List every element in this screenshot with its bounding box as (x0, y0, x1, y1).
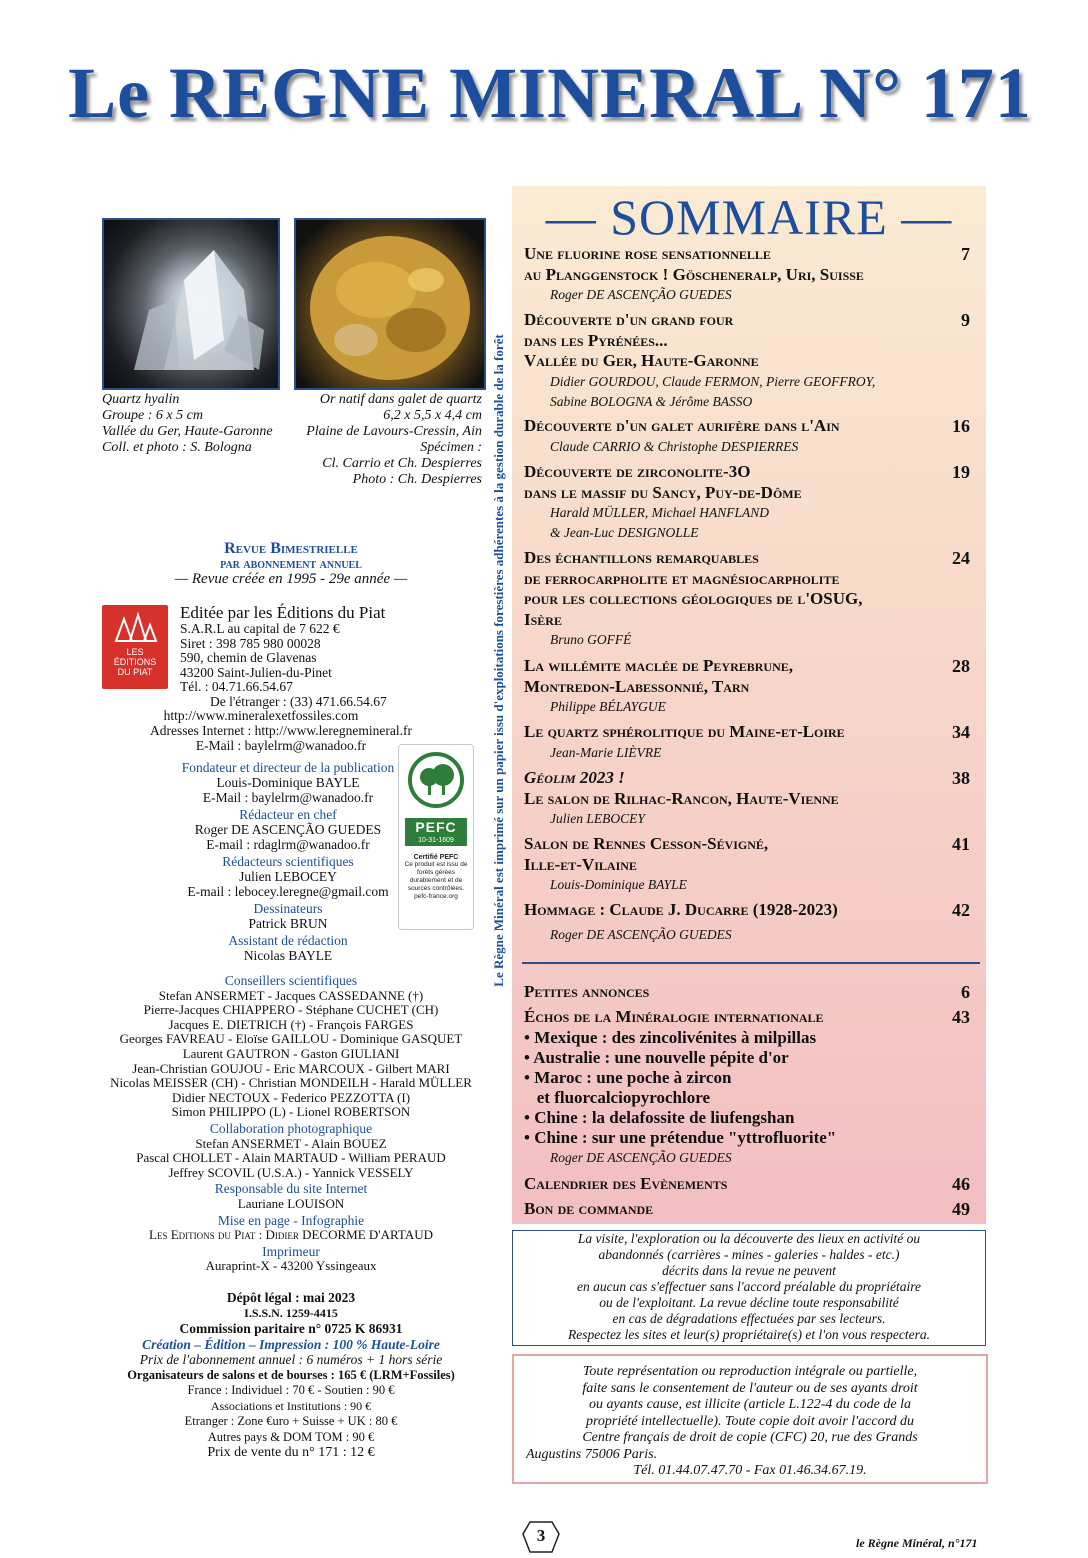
masthead-title: Le REGNE MINERAL N° 171 (68, 53, 1032, 133)
logo-text: ÉDITIONS (113, 657, 157, 667)
toc-entry[interactable] (524, 462, 970, 543)
staff-role: Conseillers scientifiques (224, 973, 358, 988)
page-number-badge (522, 1520, 560, 1554)
toc-title: Une fluorine rose sensationnelle (524, 244, 771, 263)
notice-line: ou ayants cause, est illicite (article L.122-4 du code de la (589, 1397, 911, 1412)
toc-author: Roger DE ASCENÇÃO GUEDES (550, 287, 732, 302)
staff-line: Patrick BRUN (248, 916, 328, 931)
staff-line: Jacques E. DIETRICH (†) - François FARGES (168, 1016, 414, 1032)
toc-page: 49 (952, 1199, 970, 1219)
toc-title: dans les Pyrénées... (524, 330, 668, 350)
toc-page: 43 (952, 1007, 970, 1027)
abonnement-line: Organisateurs de salons et de bourses : 165 € (LRM+Fossiles) (127, 1367, 455, 1382)
quartz-photo (102, 218, 280, 390)
website-link[interactable]: Adresses Internet : http://www.leregnemineral.fr (150, 723, 412, 738)
staff-line: Nicolas BAYLE (243, 948, 333, 963)
revue-line-3: — Revue créée en 1995 - 29e année — (174, 571, 408, 587)
staff-line: Nicolas MEISSER (CH) - Christian MONDEILH - Harald MÜLLER (110, 1075, 472, 1091)
toc-title: pour les collections géologiques de l'OSUG, (524, 589, 863, 608)
toc-title: Découverte de zirconolite-3O (524, 462, 751, 481)
staff-block-bottom (96, 972, 486, 1274)
caption-line: Photo : Ch. Despierres (352, 472, 482, 487)
prix-vente: Prix de vente du n° 171 : 12 € (207, 1445, 375, 1460)
staff-line: Stefan ANSERMET - Jacques CASSEDANNE (†) (158, 987, 424, 1003)
echos-bullet: • Mexique : des zincolivénites à milpillas (524, 1027, 817, 1047)
gold-nugget-photo (294, 218, 486, 390)
footer-text: le Règne Minéral, n°171 (856, 1536, 978, 1550)
page-number: 3 (536, 1526, 546, 1545)
publisher-line: De l'étranger : (33) 471.66.54.67 (210, 693, 387, 709)
sommaire-title: — SOMMAIRE — (545, 189, 953, 245)
staff-role: Assistant de rédaction (228, 933, 348, 948)
toc-title: Le salon de Rilhac-Rancon, Haute-Vienne (524, 788, 839, 808)
publisher-line: S.A.R.L au capital de 7 622 € (180, 621, 340, 636)
publisher-line: 590, chemin de Glavenas (180, 650, 317, 665)
notice-line: Augustins 75006 Paris. (526, 1446, 658, 1462)
toc-entry-echos[interactable] (524, 1007, 970, 1168)
toc-entry[interactable] (524, 722, 970, 763)
toc-page: 34 (952, 722, 970, 742)
caption-line: 6,2 x 5,5 x 4,4 cm (383, 408, 482, 423)
staff-role: Mise en page - Infographie (217, 1212, 365, 1228)
toc-title: au Planggenstock ! Göscheneralp, Uri, Suisse (524, 264, 864, 284)
depot-legal: Dépôt légal : mai 2023 (226, 1290, 356, 1305)
toc-entry[interactable] (524, 834, 970, 895)
toc-page: 9 (961, 310, 970, 330)
publisher-block (180, 603, 480, 709)
toc-author: Sabine BOLOGNA & Jérôme BASSO (550, 393, 753, 409)
toc-page: 7 (961, 244, 970, 264)
toc-page: 46 (952, 1174, 970, 1194)
toc-entry[interactable] (524, 982, 970, 1003)
toc-page: 28 (952, 656, 970, 676)
toc-page: 38 (952, 768, 970, 788)
staff-line: Julien LEBOCEY (239, 869, 337, 884)
caption-line: Or natif dans galet de quartz (319, 392, 482, 407)
right-photo-caption (288, 392, 482, 488)
pefc-text: Ce produit est issu de forêts gérées durablement et de sources contrôlées. (404, 861, 468, 892)
toc-page: 42 (952, 900, 970, 920)
toc-page: 24 (952, 548, 970, 568)
staff-line: Pierre-Jacques CHIAPPERO - Stéphane CUCHET (CH) (143, 1002, 439, 1018)
notice-line: propriété intellectuelle). Toute copie doit avoir l'accord du (585, 1413, 915, 1429)
caption-line: Coll. et photo : S. Bologna (102, 440, 252, 455)
toc-author: Claude CARRIO & Christophe DESPIERRES (550, 438, 799, 454)
staff-role: Imprimeur (262, 1243, 320, 1259)
staff-line: Auraprint-X - 43200 Yssingeaux (205, 1258, 377, 1274)
toc-page: 16 (952, 416, 970, 436)
notice-line: Tél. 01.44.07.47.70 - Fax 01.46.34.67.19. (633, 1463, 867, 1478)
notice-line: en cas de dégradations effectuées par ses lecteurs. (612, 1311, 886, 1326)
staff-line: Louis-Dominique BAYLE (216, 775, 360, 790)
staff-role: Dessinateurs (253, 901, 323, 916)
notice-line: décrits dans la revue ne peuvent (662, 1263, 836, 1278)
notice-line: Centre français de droit de copie (CFC) 20, rue des Grands (582, 1430, 918, 1445)
vertical-text: Le Règne Minéral est imprimé sur un papier issu d'exploitations forestières adhérentes à la gestion durable de la forêt (491, 334, 506, 987)
email-link[interactable]: E-Mail : baylelrm@wanadoo.fr (195, 738, 367, 753)
staff-role: Responsable du site Internet (214, 1181, 368, 1197)
toc-title: Découverte d'un grand four (524, 310, 734, 329)
echos-bullet: • Australie : une nouvelle pépite d'or (524, 1047, 789, 1067)
caption-line: Groupe : 6 x 5 cm (102, 408, 203, 423)
toc-title: La willémite maclée de Peyrebrune, (524, 656, 794, 675)
toc-title: Bon de commande (524, 1199, 654, 1218)
creation-line: Création – Édition – Impression : 100 % Haute-Loire (142, 1336, 440, 1352)
toc-entry[interactable] (524, 244, 970, 305)
abonnement-line: Etranger : Zone €uro + Suisse + UK : 80 € (184, 1414, 398, 1428)
staff-line: Stefan ANSERMET - Alain BOUEZ (195, 1135, 387, 1151)
staff-line: Georges FAVREAU - Eloïse GAILLOU - Dominique GASQUET (119, 1031, 463, 1047)
staff-line: E-Mail : baylelrm@wanadoo.fr (202, 790, 374, 805)
pefc-tree-icon (407, 751, 465, 809)
toc-title: Isère (524, 609, 562, 629)
toc-author: Louis-Dominique BAYLE (550, 877, 687, 892)
toc-author: Roger DE ASCENÇÃO GUEDES (550, 1149, 732, 1165)
staff-role: Rédacteur en chef (239, 807, 337, 822)
notice-line: abandonnés (carrières - mines - galeries - haldes - etc.) (598, 1247, 900, 1262)
staff-line: Laurent GAUTRON - Gaston GIULIANI (182, 1045, 400, 1061)
toc-page: 19 (952, 462, 970, 482)
toc-title: Des échantillons remarquables (524, 548, 759, 567)
revue-line-1: Revue Bimestrielle (224, 540, 358, 557)
toc-title: Calendrier des Evènements (524, 1174, 728, 1193)
toc-title: Ille-et-Vilaine (524, 854, 637, 874)
caption-line: Spécimen : (420, 440, 482, 455)
notice-line: faite sans le consentement de l'auteur ou de ses ayants droit (582, 1380, 918, 1396)
staff-role: Collaboration photographique (209, 1120, 373, 1136)
toc-title: de ferrocarpholite et magnésiocarpholite (524, 568, 840, 588)
toc-title: Petites annonces (524, 982, 650, 1001)
toc-author: Roger DE ASCENÇÃO GUEDES (550, 926, 732, 942)
toc-entry[interactable] (524, 768, 970, 829)
toc-entry[interactable] (524, 1174, 970, 1195)
commission-paritaire: Commission paritaire n° 0725 K 86931 (179, 1321, 403, 1336)
toc-entry[interactable] (524, 1199, 970, 1220)
echos-bullet: • Chine : la delafossite de liufengshan (524, 1107, 795, 1127)
caption-line: Quartz hyalin (102, 392, 180, 407)
revue-line-2: par abonnement annuel (220, 557, 362, 572)
staff-line: Jeffrey SCOVIL (U.S.A.) - Yannick VESSELY (168, 1164, 414, 1180)
toc-author: Bruno GOFFÉ (550, 632, 632, 647)
toc-page: 41 (952, 834, 970, 854)
vertical-paper-notice (486, 288, 512, 1033)
toc-title: Montredon-Labessonnié, Tarn (524, 676, 750, 696)
staff-line: Simon PHILIPPO (L) - Lionel ROBERTSON (171, 1104, 411, 1120)
toc-author: Philippe BÉLAYGUE (550, 699, 666, 714)
access-notice (512, 1230, 986, 1346)
caption-line: Vallée du Ger, Haute-Garonne (102, 424, 273, 439)
caption-line: Plaine de Lavours-Cressin, Ain (306, 424, 482, 439)
pefc-number: 10-31-1609 (405, 836, 467, 846)
staff-block-top (140, 758, 436, 963)
staff-role: Rédacteurs scientifiques (222, 854, 354, 869)
notice-line: Toute représentation ou reproduction intégrale ou partielle, (582, 1364, 918, 1379)
caption-line: Cl. Carrio et Ch. Despierres (322, 456, 482, 471)
staff-line: E-mail : lebocey.leregne@gmail.com (187, 884, 389, 899)
publisher-title: Editée par les Éditions du Piat (180, 603, 386, 622)
logo-text: LES (126, 647, 144, 657)
abonnement-line: Prix de l'abonnement annuel : 6 numéros + 1 hors série (139, 1352, 443, 1367)
echos-bullet: et fluorcalciopyrochlore (524, 1087, 711, 1107)
toc-title: Découverte d'un galet aurifère dans l'Ain (524, 416, 840, 435)
pefc-site: pefc-france.org (414, 893, 458, 900)
toc-title: Échos de la Minéralogie internationale (524, 1007, 824, 1026)
notice-line: ou de l'exploitant. La revue décline toute responsabilité (599, 1295, 899, 1310)
abonnement-line: France : Individuel : 70 € - Soutien : 90 € (187, 1383, 395, 1397)
editions-du-piat-logo (102, 605, 168, 689)
publisher-line: Tél. : 04.71.66.54.67 (180, 679, 293, 694)
toc-entry[interactable] (524, 416, 970, 457)
staff-line: Didier NECTOUX - Federico PEZZOTTA (I) (171, 1089, 411, 1105)
echos-bullet: • Maroc : une poche à zircon (524, 1067, 732, 1087)
pefc-badge (398, 744, 474, 930)
staff-role: Fondateur et directeur de la publication (181, 760, 395, 775)
toc-author: Jean-Marie LIÈVRE (550, 744, 662, 760)
staff-line: Lauriane LOUISON (237, 1195, 345, 1211)
pefc-certified: Certifié PEFC (413, 854, 459, 861)
toc-author: Harald MÜLLER, Michael HANFLAND (550, 505, 769, 520)
left-photo-caption (102, 392, 292, 456)
logo-crystal-icon (110, 611, 160, 645)
toc-title: Le quartz sphérolitique du Maine-et-Loire (524, 722, 845, 741)
website-link[interactable]: http://www.mineralexetfossiles.com (163, 708, 359, 723)
staff-line: Jean-Christian GOUJOU - Eric MARCOUX - Gilbert MARI (132, 1060, 450, 1076)
staff-line: Pascal CHOLLET - Alain MARTAUD - William PERAUD (136, 1150, 446, 1166)
credits-column (96, 540, 486, 587)
toc-author: Julien LEBOCEY (550, 811, 645, 826)
sommaire-divider (522, 962, 980, 964)
toc-entry[interactable] (524, 310, 970, 412)
toc-author: Didier GOURDOU, Claude FERMON, Pierre GEOFFROY, (550, 373, 876, 389)
staff-line: E-mail : rdaglrm@wanadoo.fr (206, 837, 370, 852)
toc-entry[interactable] (524, 548, 970, 650)
toc-title: Hommage : Claude J. Ducarre (1928-2023) (524, 900, 838, 919)
toc-title: Salon de Rennes Cesson-Sévigné, (524, 834, 769, 853)
toc-entry[interactable] (524, 656, 970, 717)
publisher-line: 43200 Saint-Julien-du-Pinet (180, 664, 332, 680)
pefc-name: PEFC (405, 818, 467, 836)
notice-line: La visite, l'exploration ou la découverte des lieux en activité ou (577, 1231, 921, 1246)
issn: I.S.S.N. 1259-4415 (244, 1305, 338, 1320)
logo-text: DU PIAT (117, 667, 153, 677)
publisher-line: Siret : 398 785 980 00028 (180, 635, 321, 651)
toc-author: & Jean-Luc DESIGNOLLE (550, 525, 699, 540)
toc-title: dans le massif du Sancy, Puy-de-Dôme (524, 482, 802, 502)
notice-line: Respectez les sites et leur(s) propriétaire(s) et l'on vous respectera. (567, 1327, 931, 1342)
copyright-notice (512, 1354, 988, 1484)
staff-line: Les Editions du Piat : Didier DECORME D'ARTAUD (149, 1227, 433, 1243)
abonnement-line: Associations et Institutions : 90 € (210, 1398, 372, 1413)
staff-line: Roger DE ASCENÇÃO GUEDES (194, 822, 382, 837)
toc-title: Géolim 2023 ! (524, 768, 625, 787)
notice-line: en aucun cas s'effectuer sans l'accord préalable du propriétaire (577, 1279, 921, 1294)
abonnement-line: Autres pays & DOM TOM : 90 € (207, 1429, 375, 1444)
echos-bullet: • Chine : sur une prétendue "yttrofluorite" (524, 1127, 837, 1147)
toc-title: Vallée du Ger, Haute-Garonne (524, 351, 759, 370)
toc-entry[interactable] (524, 900, 970, 945)
toc-page: 6 (961, 982, 970, 1002)
legal-block (96, 1290, 486, 1461)
